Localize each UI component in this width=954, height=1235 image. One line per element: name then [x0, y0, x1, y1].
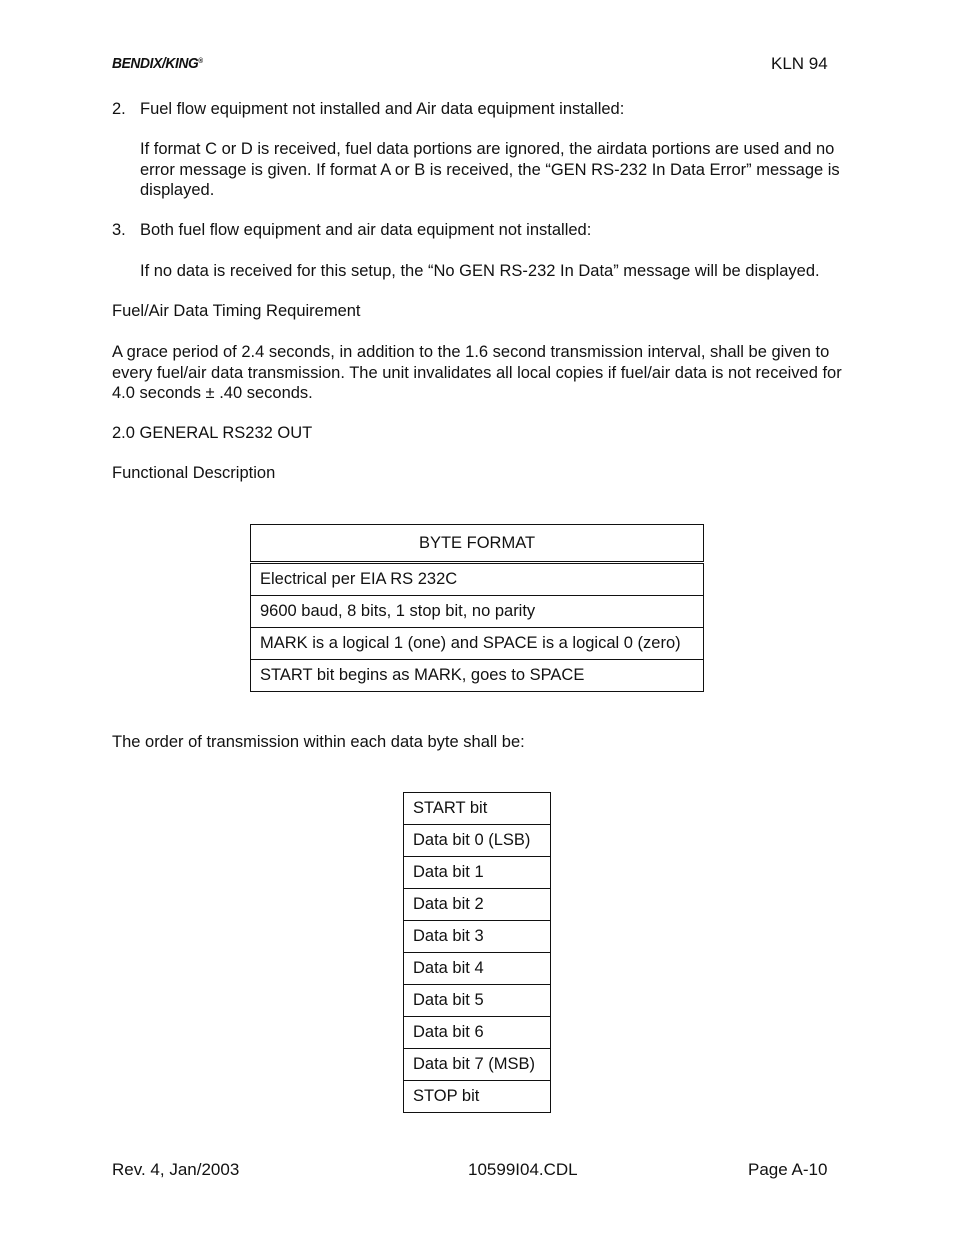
table-cell: MARK is a logical 1 (one) and SPACE is a logical 0 (zero) [251, 628, 704, 660]
table-cell: STOP bit [404, 1081, 551, 1113]
model-name: KLN 94 [771, 54, 828, 73]
brand-name: BENDIX/KING [112, 55, 199, 72]
timing-heading: Fuel/Air Data Timing Requirement [112, 302, 361, 320]
table-cell: Data bit 4 [404, 953, 551, 985]
table-cell: Data bit 0 (LSB) [404, 825, 551, 857]
item-title: Fuel flow equipment not installed and Air data equipment installed: [140, 100, 625, 118]
table-cell: Data bit 5 [404, 985, 551, 1017]
table-row [404, 921, 551, 953]
table-header-cell: BYTE FORMAT [251, 525, 704, 563]
footer-page-number: Page A-10 [748, 1160, 828, 1179]
table-row [251, 660, 704, 692]
table-row [404, 1049, 551, 1081]
table-row [404, 1081, 551, 1113]
table-cell: Data bit 7 (MSB) [404, 1049, 551, 1081]
table-row [404, 1017, 551, 1049]
item-number: 2. [112, 100, 126, 118]
table-cell: Data bit 3 [404, 921, 551, 953]
byte-format-table [250, 524, 704, 692]
item-body: If format C or D is received, fuel data portions are ignored, the airdata portions are used and no error message is given. If format A or B is received, the “GEN RS-232 In Data Error” message is displayed. [140, 140, 840, 199]
footer-document: 10599I04.CDL [468, 1160, 578, 1179]
table-header-row [251, 525, 704, 563]
table-cell: START bit [404, 793, 551, 825]
item-number: 3. [112, 221, 126, 239]
timing-body: A grace period of 2.4 seconds, in addition to the 1.6 second transmission interval, shall be given to every fuel/air data transmission. The unit invalidates all local copies if fuel/air data is not received for 4.0 seconds ± .40 seconds. [112, 343, 842, 402]
table-cell: 9600 baud, 8 bits, 1 stop bit, no parity [251, 596, 704, 628]
table-row [404, 793, 551, 825]
table-row [404, 953, 551, 985]
table-row [404, 825, 551, 857]
table-cell: Data bit 6 [404, 1017, 551, 1049]
table-row [404, 985, 551, 1017]
table-cell: START bit begins as MARK, goes to SPACE [251, 660, 704, 692]
footer-revision: Rev. 4, Jan/2003 [112, 1160, 240, 1179]
table-cell: Electrical per EIA RS 232C [251, 563, 704, 596]
table-row [251, 563, 704, 596]
section-heading: 2.0 GENERAL RS232 OUT [112, 424, 313, 442]
table-row [404, 857, 551, 889]
order-intro: The order of transmission within each data byte shall be: [112, 733, 525, 751]
transmission-order-table [403, 792, 551, 1113]
table-row [251, 628, 704, 660]
item-body: If no data is received for this setup, the “No GEN RS-232 In Data” message will be displayed. [140, 262, 820, 280]
section-subheading: Functional Description [112, 464, 276, 482]
table-cell: Data bit 2 [404, 889, 551, 921]
table-row [404, 889, 551, 921]
registered-mark: ® [198, 58, 203, 65]
table-cell: Data bit 1 [404, 857, 551, 889]
item-title: Both fuel flow equipment and air data equipment not installed: [140, 221, 592, 239]
brand-logo [112, 54, 203, 75]
table-row [251, 596, 704, 628]
